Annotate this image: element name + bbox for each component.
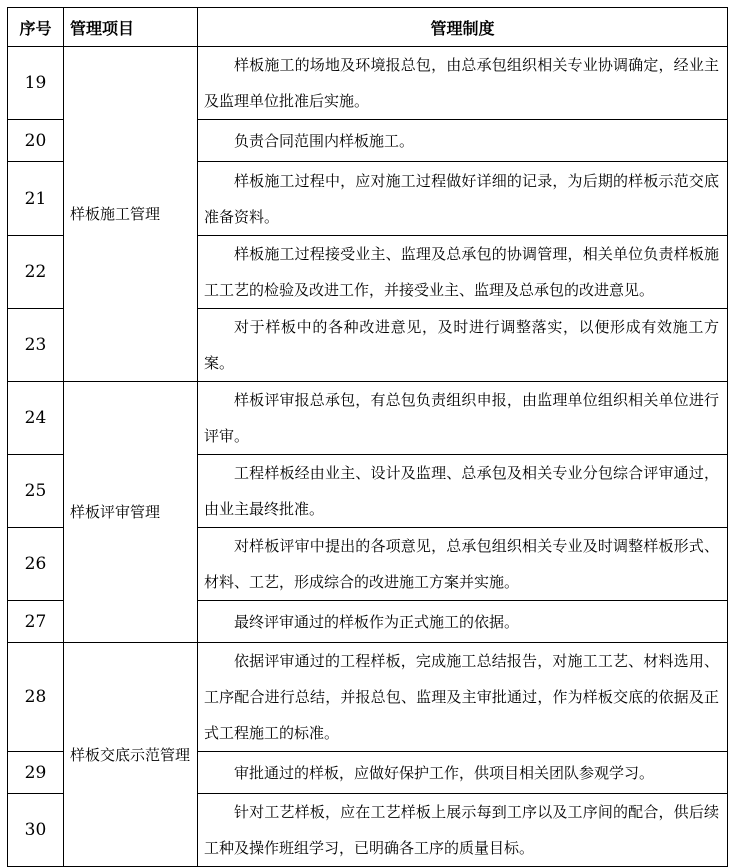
rule-cell: [198, 120, 728, 162]
group-item: 样板评审管理: [64, 382, 198, 643]
row-number: 20: [8, 120, 64, 162]
row-number: 24: [8, 382, 64, 455]
rule-text: 对于样板中的各种改进意见，及时进行调整落实，以便形成有效施工方案。: [204, 318, 719, 372]
row-number: 27: [8, 601, 64, 643]
rule-cell: [198, 601, 728, 643]
rule-text: 审批通过的样板，应做好保护工作，供项目相关团队参观学习。: [234, 763, 655, 782]
header-no: 序号: [8, 8, 64, 47]
rule-cell: [198, 455, 728, 528]
row-number: 29: [8, 752, 64, 794]
row-number: 30: [8, 794, 64, 867]
rule-text: 负责合同范围内样板施工。: [234, 131, 415, 150]
rule-text: 最终评审通过的样板作为正式施工的依据。: [234, 612, 520, 631]
row-number: 21: [8, 162, 64, 236]
group-item: 样板施工管理: [64, 47, 198, 382]
rule-text: 样板施工的场地及环境报总包，由总承包组织相关专业协调确定，经业主及监理单位批准后实施。: [204, 56, 719, 110]
row-number: 26: [8, 528, 64, 601]
header-rule: 管理制度: [198, 8, 728, 47]
management-table: [7, 7, 728, 867]
table-row: [8, 382, 728, 455]
row-number: 28: [8, 643, 64, 752]
rule-cell: [198, 382, 728, 455]
rule-cell: [198, 162, 728, 236]
rule-cell: [198, 752, 728, 794]
rule-text: 针对工艺样板，应在工艺样板上展示每到工序以及工序间的配合，供后续工种及操作班组学习，已明确各工序的质量目标。: [204, 803, 719, 857]
rule-cell: [198, 794, 728, 867]
group-item: 样板交底示范管理: [64, 643, 198, 867]
rule-cell: [198, 236, 728, 309]
rule-cell: [198, 47, 728, 120]
row-number: 25: [8, 455, 64, 528]
rule-text: 样板施工过程接受业主、监理及总承包的协调管理，相关单位负责样板施工工艺的检验及改进工作，并接受业主、监理及总承包的改进意见。: [204, 245, 719, 299]
row-number: 22: [8, 236, 64, 309]
rule-text: 对样板评审中提出的各项意见，总承包组织相关专业及时调整样板形式、材料、工艺，形成综合的改进施工方案并实施。: [204, 537, 719, 591]
rule-cell: [198, 643, 728, 752]
rule-cell: [198, 309, 728, 382]
rule-text: 样板评审报总承包，有总包负责组织申报，由监理单位组织相关单位进行评审。: [204, 391, 719, 445]
header-item: 管理项目: [64, 8, 198, 47]
rule-text: 依据评审通过的工程样板，完成施工总结报告，对施工工艺、材料选用、工序配合进行总结，并报总包、监理及主审批通过，作为样板交底的依据及正式工程施工的标准。: [204, 652, 719, 742]
rule-text: 样板施工过程中，应对施工过程做好详细的记录，为后期的样板示范交底准备资料。: [204, 171, 719, 226]
row-number: 19: [8, 47, 64, 120]
rule-cell: [198, 528, 728, 601]
row-number: 23: [8, 309, 64, 382]
table-row: [8, 47, 728, 120]
header-row: [8, 8, 728, 47]
table-row: [8, 643, 728, 752]
rule-text: 工程样板经由业主、设计及监理、总承包及相关专业分包综合评审通过，由业主最终批准。: [204, 464, 719, 518]
